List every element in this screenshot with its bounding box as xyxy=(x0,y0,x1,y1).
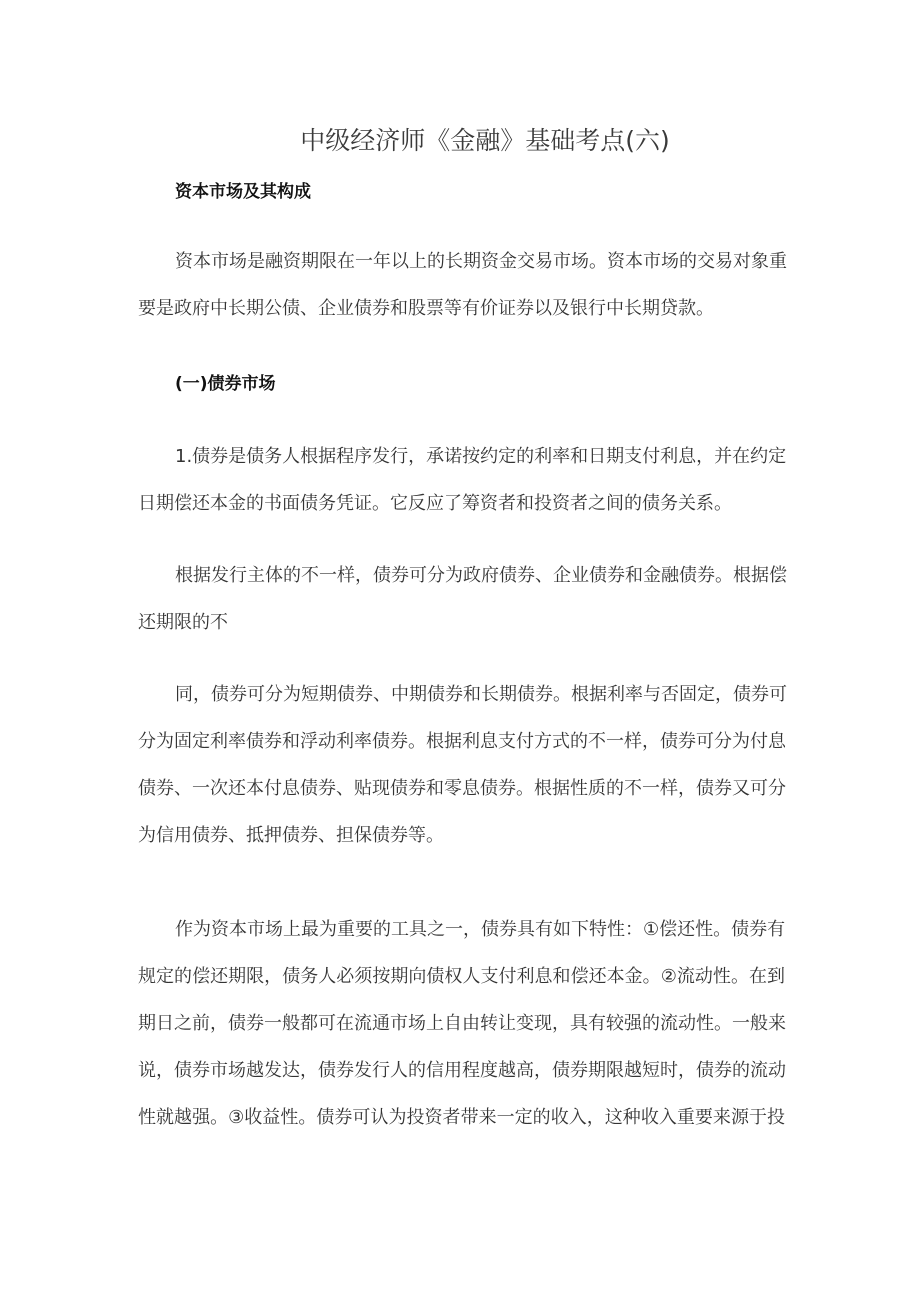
paragraph-line: 性就越强。③收益性。债券可认为投资者带来一定的收入，这种收入重要来源于投 xyxy=(138,1107,785,1128)
paragraph-line: 债券、一次还本付息债券、贴现债券和零息债券。根据性质的不一样，债券又可分 xyxy=(138,778,786,799)
paragraph-line: 期日之前，债券一般都可在流通市场上自由转让变现，具有较强的流动性。一般来 xyxy=(138,1013,786,1034)
paragraph-line: 说，债券市场越发达，债券发行人的信用程度越高，债券期限越短时，债券的流动 xyxy=(138,1060,786,1081)
paragraph-line: 规定的偿还期限，债务人必须按期向债权人支付利息和偿还本金。②流动性。在到 xyxy=(138,966,785,987)
paragraph-line: 还期限的不 xyxy=(138,612,228,633)
paragraph-line: 日期偿还本金的书面债务凭证。它反应了筹资者和投资者之间的债务关系。 xyxy=(138,493,732,514)
section-heading: 资本市场及其构成 xyxy=(175,182,311,202)
paragraph-line: 要是政府中长期公债、企业债券和股票等有价证券以及银行中长期贷款。 xyxy=(138,298,714,319)
paragraph-line: 根据发行主体的不一样，债券可分为政府债券、企业债券和金融债券。根据偿 xyxy=(175,565,787,586)
document-title: 中级经济师《金融》基础考点(六) xyxy=(300,126,670,155)
paragraph-line: 分为固定利率债券和浮动利率债券。根据利息支付方式的不一样，债券可分为付息 xyxy=(138,731,786,752)
subsection-heading: (一)债券市场 xyxy=(175,374,276,394)
paragraph-line: 资本市场是融资期限在一年以上的长期资金交易市场。资本市场的交易对象重 xyxy=(175,251,787,272)
paragraph-line: 为信用债券、抵押债券、担保债券等。 xyxy=(138,825,444,846)
paragraph-line: 作为资本市场上最为重要的工具之一，债券具有如下特性：①偿还性。债券有 xyxy=(175,919,786,940)
paragraph-line: 同，债券可分为短期债券、中期债券和长期债券。根据利率与否固定，债券可 xyxy=(175,684,787,705)
paragraph-line: 1.债券是债务人根据程序发行，承诺按约定的利率和日期支付利息，并在约定 xyxy=(175,446,787,467)
